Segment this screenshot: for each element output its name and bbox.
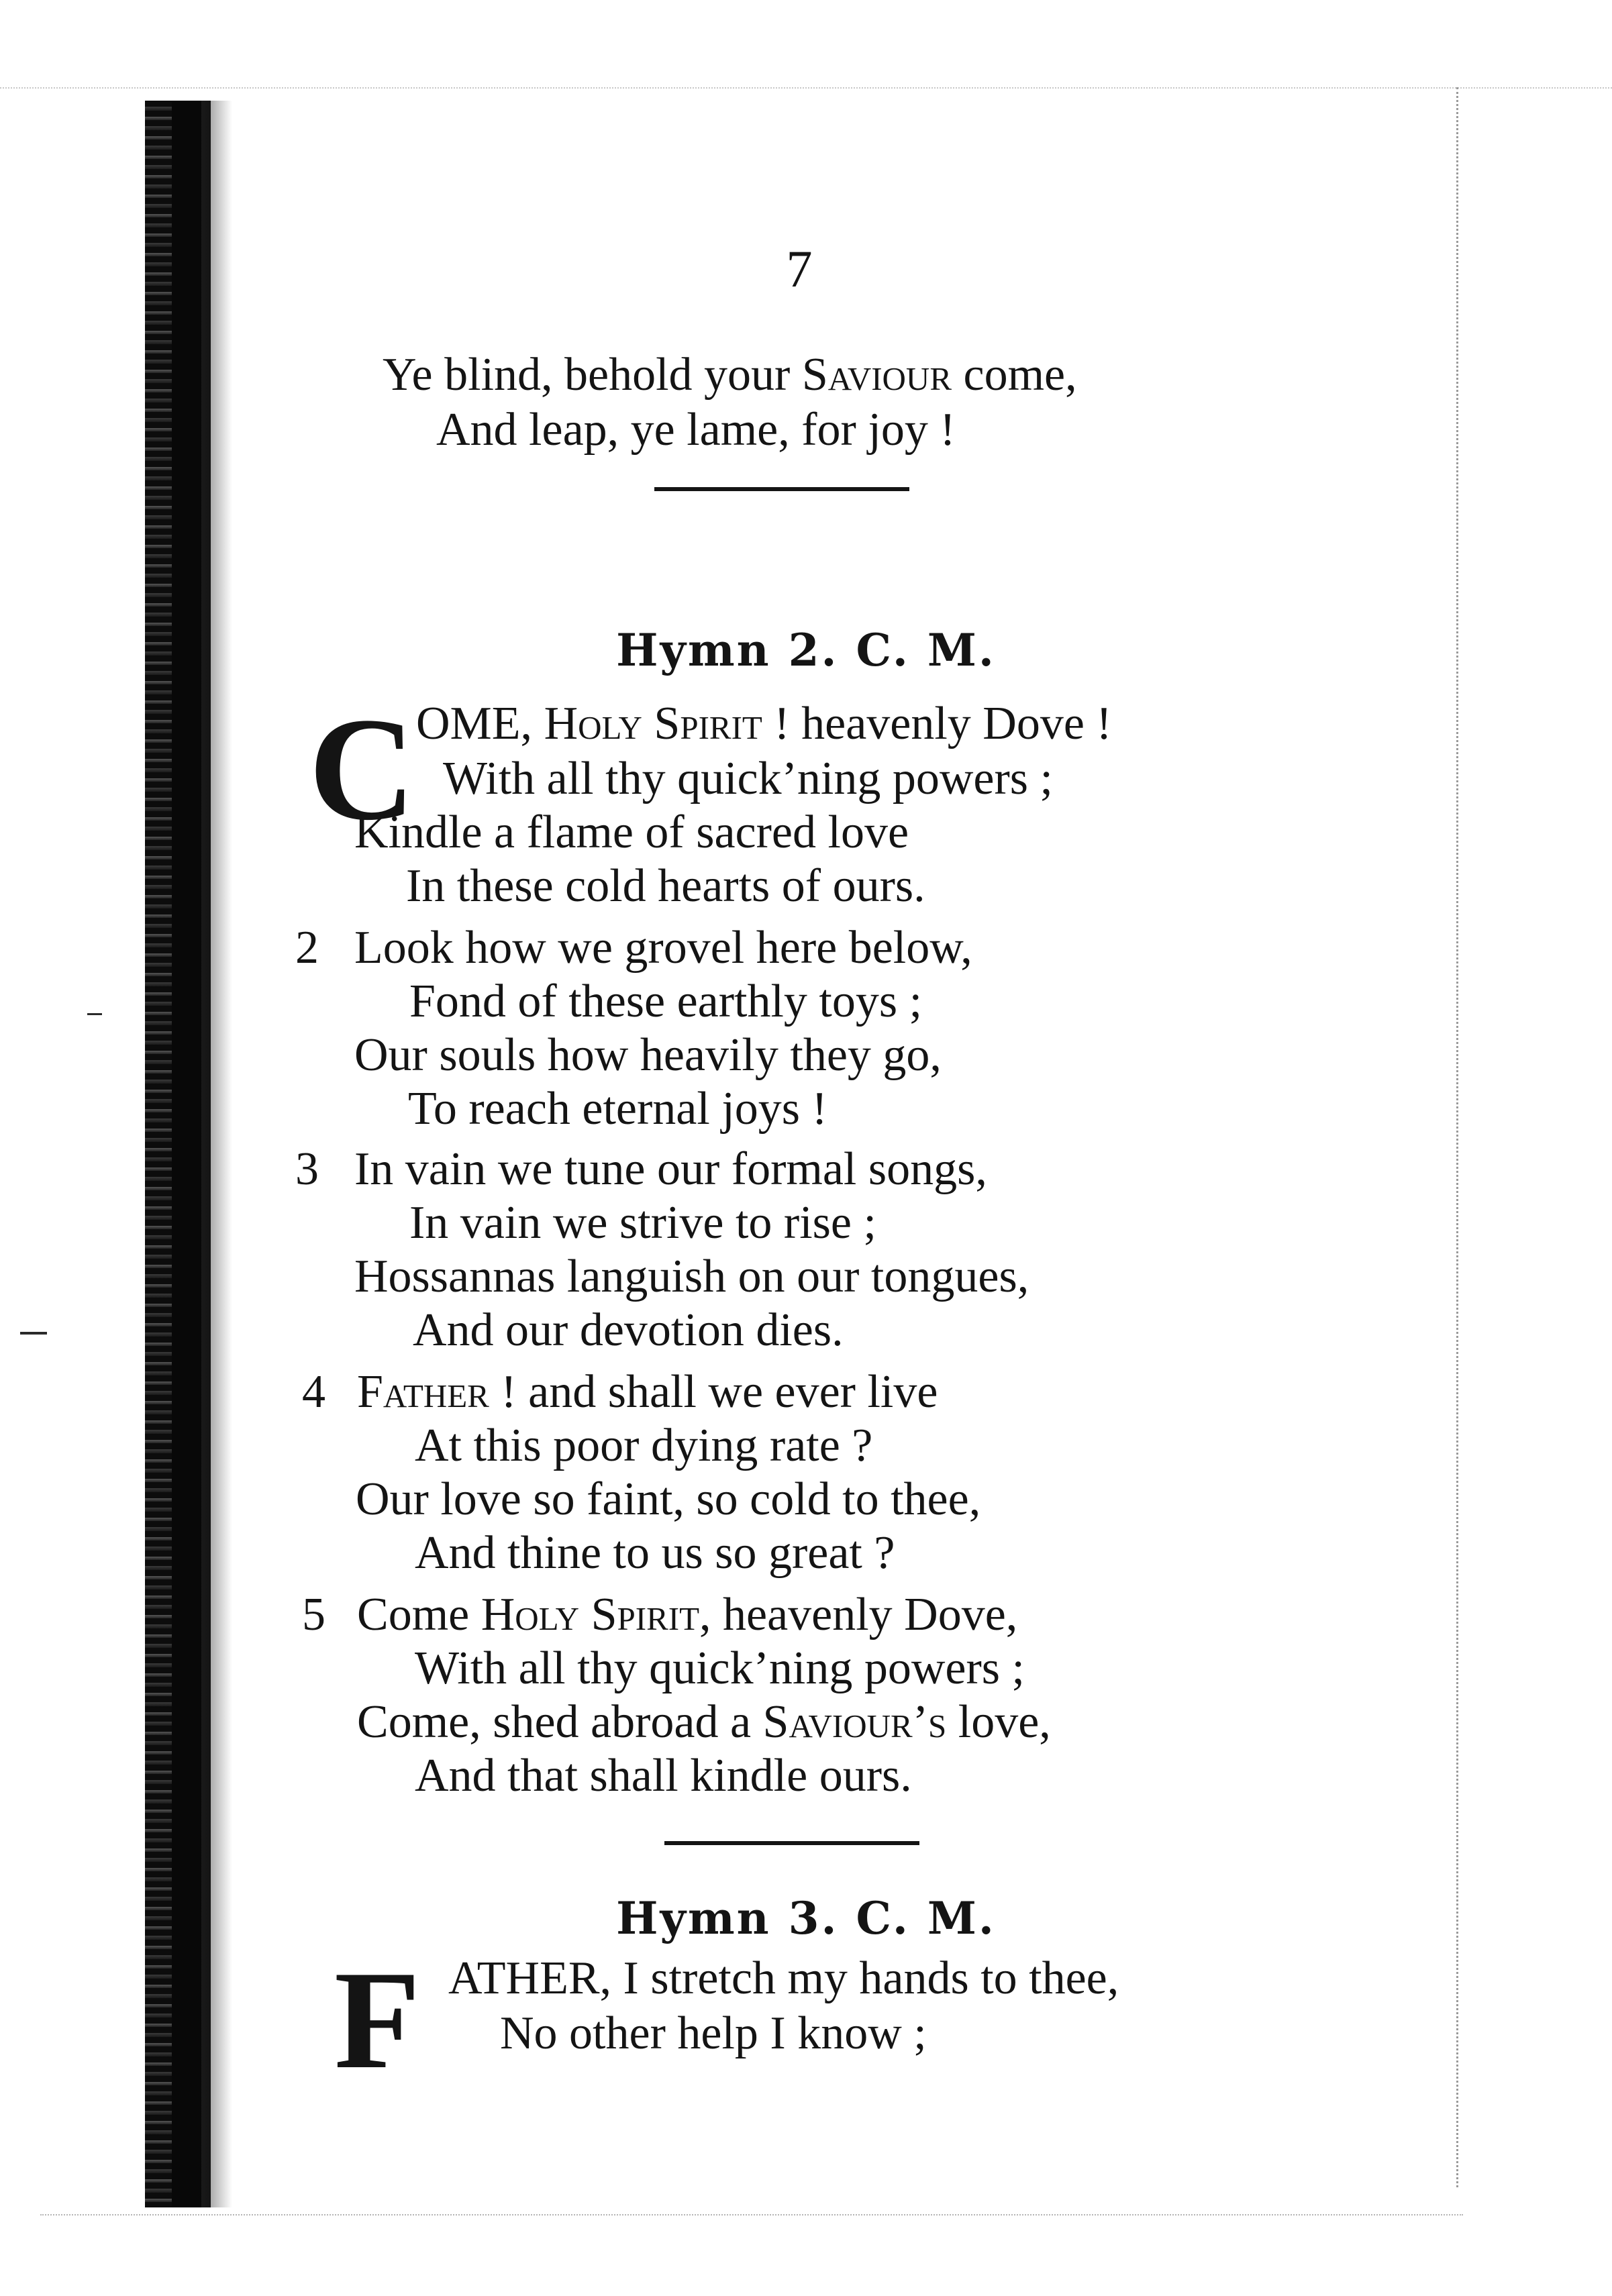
verse-line: With all thy quick’ning powers ;	[443, 753, 1053, 804]
verse-number: 4	[302, 1366, 325, 1418]
hymn-heading: Hymn 2. C. M.	[616, 624, 996, 676]
verse-line: Look how we grovel here below,	[354, 922, 972, 974]
margin-mark	[20, 1332, 47, 1335]
verse-line: Kindle a flame of sacred love	[354, 806, 909, 858]
section-divider	[664, 1841, 919, 1845]
binding-shadow	[201, 101, 232, 2207]
hymn-heading: Hymn 3. C. M.	[616, 1892, 996, 1944]
margin-mark	[87, 1013, 102, 1015]
verse-line: Our souls how heavily they go,	[354, 1029, 942, 1081]
verse-line: And thine to us so great ?	[415, 1527, 895, 1579]
verse-line: Father ! and shall we ever live	[357, 1366, 938, 1418]
verse-line: With all thy quick’ning powers ;	[415, 1642, 1025, 1694]
verse-line: ATHER, I stretch my hands to thee,	[448, 1952, 1119, 2004]
verse-line: Hossannas languish on our tongues,	[354, 1251, 1029, 1302]
drop-cap: F	[334, 1942, 421, 2098]
verse-number: 2	[295, 922, 319, 974]
verse-line: And that shall kindle ours.	[415, 1750, 912, 1802]
verse-line: Our love so faint, so cold to thee,	[356, 1473, 981, 1525]
verse-line: OME, Holy Spirit ! heavenly Dove !	[416, 698, 1112, 749]
verse-line: Come Holy Spirit, heavenly Dove,	[357, 1589, 1018, 1640]
page-bottom-edge	[40, 2214, 1463, 2217]
verse-line: In vain we strive to rise ;	[409, 1197, 876, 1249]
page-number: 7	[786, 240, 813, 298]
verse-line: To reach eternal joys !	[408, 1083, 827, 1135]
verse-line: Fond of these earthly toys ;	[409, 976, 923, 1027]
verse-line: No other help I know ;	[500, 2007, 927, 2059]
page-top-edge	[0, 87, 1612, 90]
verse-line: Come, shed abroad a Saviour’s love,	[357, 1696, 1051, 1748]
verse-line: In these cold hearts of ours.	[406, 860, 925, 912]
drop-cap: C	[309, 687, 415, 851]
verse-number: 3	[295, 1143, 319, 1195]
page-right-edge	[1456, 87, 1460, 2187]
verse-line: And our devotion dies.	[413, 1304, 844, 1356]
verse-line: Ye blind, behold your Saviour come,	[383, 349, 1077, 401]
verse-line: In vain we tune our formal songs,	[354, 1143, 987, 1195]
verse-line: And leap, ye lame, for joy !	[436, 404, 956, 456]
verse-number: 5	[302, 1589, 325, 1640]
section-divider	[654, 487, 909, 491]
verse-line: At this poor dying rate ?	[415, 1420, 873, 1471]
